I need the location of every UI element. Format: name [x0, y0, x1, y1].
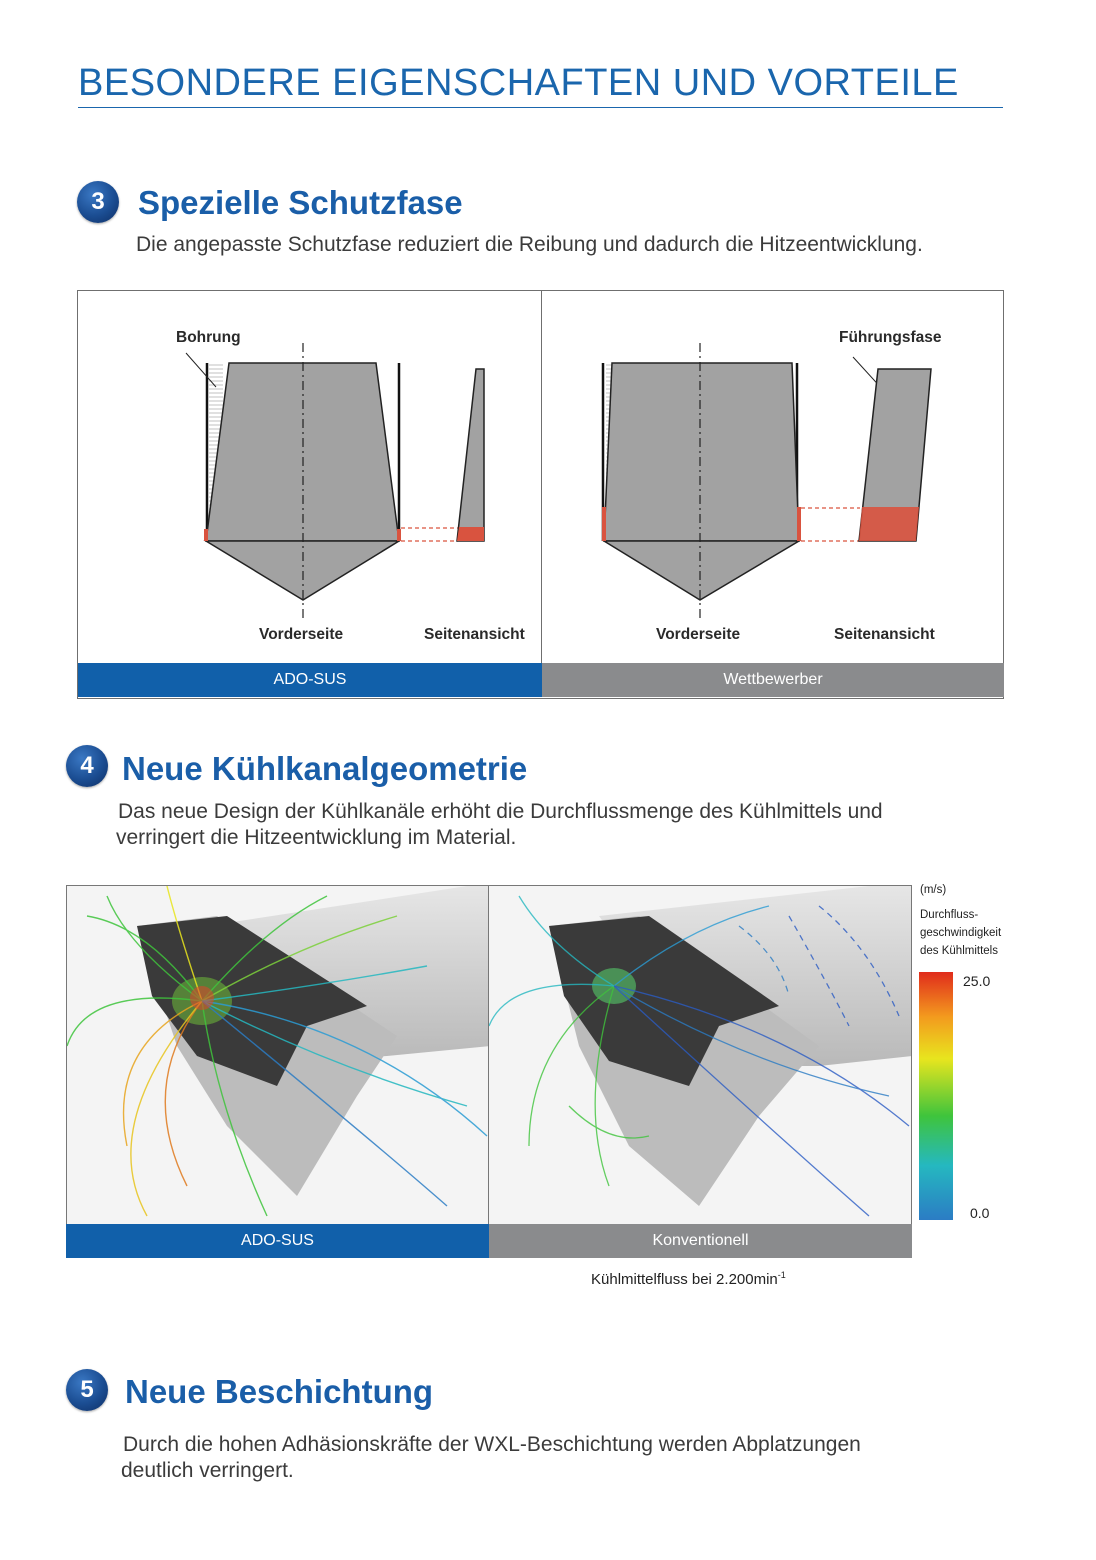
margin-contact-right [797, 507, 801, 541]
caption-ado-sus: ADO-SUS [78, 663, 542, 697]
drill-body [604, 363, 799, 541]
margin-contact-left [204, 529, 208, 541]
caption-sim-ado-sus: ADO-SUS [66, 1224, 489, 1258]
section-5-text-line-1: Durch die hohen Adhäsionskräfte der WXL-Beschichtung werden Abplatzungen [123, 1433, 861, 1456]
section-5-text-line-2: deutlich verringert. [121, 1459, 294, 1482]
side-view-margin-contact [457, 527, 484, 541]
caption-sim-konventionell: Konventionell [489, 1224, 912, 1258]
section-3-number-badge: 3 [77, 181, 119, 223]
sim-image-konventionell [489, 885, 912, 1225]
section-4-title: Neue Kühlkanalgeometrie [122, 750, 528, 787]
section-4-number-badge: 4 [66, 745, 108, 787]
label-seitenansicht-left: Seitenansicht [424, 626, 525, 643]
side-view-margin [457, 369, 484, 541]
caption-wettbewerber: Wettbewerber [542, 663, 1004, 697]
section-5-number-badge: 5 [66, 1369, 108, 1411]
sim-image-ado-sus [66, 885, 489, 1225]
page-title: BESONDERE EIGENSCHAFTEN UND VORTEILE [78, 62, 959, 104]
legend-title-line-2: geschwindigkeit [920, 927, 1002, 939]
legend-title-line-3: des Kühlmittels [920, 945, 998, 957]
high-velocity-zone [190, 986, 214, 1010]
label-vorderseite-left: Vorderseite [259, 626, 344, 643]
coolant-flow-render-konventionell [489, 886, 912, 1225]
label-bohrung: Bohrung [176, 329, 241, 346]
legend-title-line-1: Durchfluss- [920, 909, 979, 921]
drill-tip [604, 541, 799, 600]
margin-contact-left [602, 507, 606, 541]
velocity-color-scale [919, 972, 953, 1220]
schutzfase-figure [77, 290, 1004, 699]
coolant-flow-note: Kühlmittelfluss bei $2.200\min^{-1}$ [591, 1270, 786, 1288]
label-vorderseite-right: Vorderseite [656, 626, 741, 643]
section-3-title: Spezielle Schutzfase [138, 184, 463, 221]
section-5-title: Neue Beschichtung [125, 1373, 434, 1410]
margin-contact-right [397, 529, 401, 541]
legend-unit: (m/s) [920, 884, 947, 896]
side-view-margin-contact [859, 507, 919, 541]
label-seitenansicht-right: Seitenansicht [834, 626, 935, 643]
ado-sus-diagram [78, 291, 541, 663]
title-rule [78, 107, 1003, 108]
section-4-text-line-1: Das neue Design der Kühlkanäle erhöht die Durchflussmenge des Kühlmittels und [118, 800, 883, 823]
section-4-text-line-2: verringert die Hitzeentwicklung im Material. [116, 826, 517, 849]
legend-max-value: 25.0 [963, 973, 991, 989]
coolant-flow-render-ado-sus [67, 886, 489, 1225]
legend-min-value: 0.0 [970, 1205, 990, 1221]
section-3-text: Die angepasste Schutzfase reduziert die Reibung und dadurch die Hitzeentwicklung. [136, 233, 923, 256]
label-fuehrungsfase: Führungsfase [839, 329, 942, 346]
